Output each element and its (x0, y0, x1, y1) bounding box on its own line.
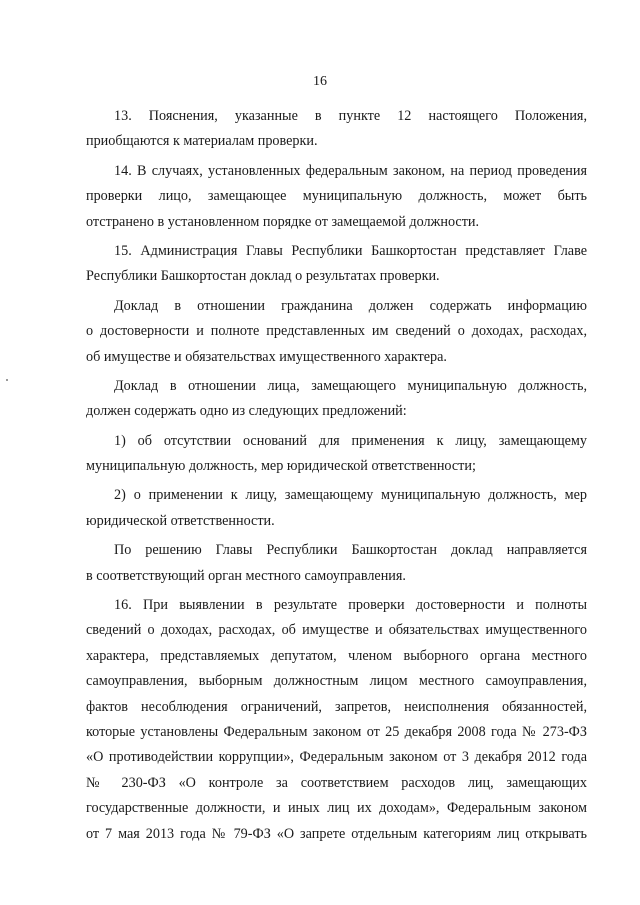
paragraph-line: 1) об отсутствии оснований для применения к лицу, замещающему (114, 432, 587, 449)
paragraph-line: По решению Главы Республики Башкортостан доклад направляется (114, 542, 587, 559)
paragraph-line: государственные должности, и иных лиц их доходам», Федеральным законом (86, 800, 587, 817)
paragraph-line: «О противодействии коррупции», Федеральным законом от 3 декабря 2012 года (86, 749, 587, 766)
paragraph (86, 593, 587, 847)
page-number: 16 (313, 74, 327, 89)
paragraph-line: 13. Пояснения, указанные в пункте 12 настоящего Положения, (114, 108, 587, 124)
paragraph-line: Доклад в отношении гражданина должен содержать информацию (114, 297, 587, 314)
paragraph (86, 239, 587, 290)
paragraph-line: муниципальную должность, мер юридической ответственности; (86, 458, 476, 475)
document-body (86, 104, 587, 847)
paragraph-line: характера, представляемых депутатом, членом выборного органа местного (86, 647, 587, 664)
paragraph-line: 2) о применении к лицу, замещающему муниципальную должность, мер (114, 487, 587, 504)
paragraph-line: о достоверности и полноте представленных им сведений о доходах, расходах, (86, 323, 587, 340)
paragraph (86, 159, 587, 235)
paragraph-line: отстранено в установленном порядке от замещаемой должности. (86, 213, 480, 230)
paragraph-line: сведений о доходах, расходах, об имуществе и обязательствах имущественного (86, 622, 587, 639)
paragraph-line: об имуществе и обязательствах имущественного характера. (86, 348, 447, 365)
paragraph-line: Доклад в отношении лица, замещающего муниципальную должность, (114, 377, 587, 394)
paragraph (86, 538, 587, 589)
paragraph (86, 483, 587, 534)
paragraph-line: которые установлены Федеральным законом от 25 декабря 2008 года № 273-ФЗ (86, 723, 587, 740)
paragraph-line: приобщаются к материалам проверки. (86, 133, 318, 150)
paragraph-line: юридической ответственности. (86, 512, 275, 529)
paragraph-line: от 7 мая 2013 года № 79-ФЗ «О запрете отдельным категориям лиц открывать (86, 825, 587, 842)
paragraph-line: № 230-ФЗ «О контроле за соответствием расходов лиц, замещающих (86, 774, 587, 791)
scan-speck (6, 379, 8, 381)
paragraph (86, 374, 587, 425)
paragraph-line: в соответствующий орган местного самоуправления. (86, 567, 406, 584)
paragraph-line: 15. Администрация Главы Республики Башкортостан представляет Главе (114, 242, 587, 259)
paragraph-line: 14. В случаях, установленных федеральным законом, на период проведения (114, 162, 587, 179)
paragraph-line: Республики Башкортостан доклад о результатах проверки. (86, 268, 440, 285)
paragraph-line: проверки лицо, замещающее муниципальную должность, может быть (86, 188, 587, 205)
paragraph-line: самоуправления, выборным должностным лицом местного самоуправления, (86, 673, 587, 690)
paragraph (86, 294, 587, 370)
paragraph (86, 429, 587, 480)
paragraph-line: 16. При выявлении в результате проверки достоверности и полноты (114, 597, 587, 614)
paragraph-line: должен содержать одно из следующих предложений: (86, 403, 407, 420)
paragraph-line: фактов несоблюдения ограничений, запретов, неисполнения обязанностей, (86, 698, 587, 715)
paragraph (86, 104, 587, 155)
